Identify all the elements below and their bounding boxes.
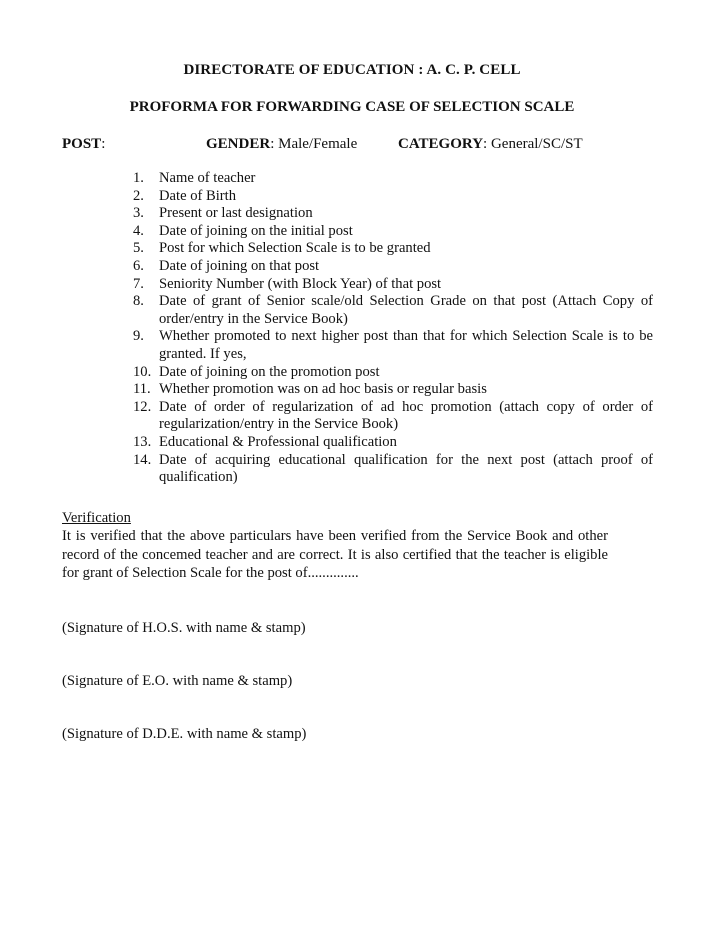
list-item: [133, 240, 653, 258]
category-label: CATEGORY: [398, 136, 484, 152]
category-field: [398, 136, 583, 153]
signature-dde: (Signature of D.D.E. with name & stamp): [62, 726, 307, 742]
document-subtitle: PROFORMA FOR FORWARDING CASE OF SELECTION SCALE: [129, 99, 575, 115]
item-number: 7.: [133, 275, 144, 292]
category-value: : General/SC/ST: [483, 136, 583, 152]
list-item: [133, 258, 653, 276]
item-text: Present or last designation: [159, 205, 313, 222]
post-separator: :: [101, 136, 106, 152]
post-field: [62, 136, 105, 153]
item-number: 8.: [133, 293, 144, 310]
item-number: 4.: [133, 222, 144, 239]
list-item: [133, 170, 653, 188]
item-number: 3.: [133, 205, 144, 222]
list-item: [133, 276, 653, 294]
verification-text: It is verified that the above particulars have been verified from the Service Book and other record of the concemed teacher and are correct. It is also certified that the teacher is eligible for grant of Selection Scale for the post of..............: [62, 528, 608, 581]
list-item: [133, 293, 653, 328]
gender-value: : Male/Female: [270, 136, 358, 152]
item-text: Date of joining on that post: [159, 257, 320, 274]
item-text: Educational & Professional qualification: [159, 433, 397, 450]
list-item: [133, 452, 653, 487]
gender-field: [206, 136, 357, 153]
item-text: Date of joining on the promotion post: [159, 363, 380, 380]
item-number: 14.: [133, 451, 152, 468]
item-number: 5.: [133, 240, 144, 257]
item-text: Seniority Number (with Block Year) of that post: [159, 275, 442, 292]
item-text: Whether promoted to next higher post than that for which Selection Scale is to be granted. If yes,: [159, 328, 653, 362]
item-number: 10.: [133, 363, 152, 380]
item-text: Whether promotion was on ad hoc basis or regular basis: [159, 381, 487, 398]
post-label: POST: [62, 136, 102, 152]
list-item: [133, 223, 653, 241]
list-item: [133, 399, 653, 434]
item-number: 6.: [133, 257, 144, 274]
item-text: Name of teacher: [159, 170, 256, 186]
item-number: 11.: [133, 381, 151, 398]
list-item: [133, 434, 653, 452]
signature-hos: (Signature of H.O.S. with name & stamp): [62, 620, 306, 636]
item-number: 12.: [133, 398, 152, 415]
item-number: 9.: [133, 328, 144, 345]
particulars-list: [133, 170, 653, 487]
item-text: Date of joining on the initial post: [159, 222, 353, 239]
item-number: 1.: [133, 170, 144, 186]
item-text: Date of grant of Senior scale/old Selection Grade on that post (Attach Copy of order/entry in the Service Book): [159, 293, 653, 327]
list-item: [133, 205, 653, 223]
document-title: DIRECTORATE OF EDUCATION : A. C. P. CELL: [183, 62, 521, 78]
gender-label: GENDER: [206, 136, 271, 152]
item-text: Date of order of regularization of ad hoc promotion (attach copy of order of regularization/entry in the Service Book): [159, 398, 653, 433]
item-number: 2.: [133, 187, 144, 204]
item-text: Date of acquiring educational qualification for the next post (attach proof of qualification): [159, 451, 653, 486]
item-text: Post for which Selection Scale is to be granted: [159, 240, 431, 257]
list-item: [133, 381, 653, 399]
verification-heading: Verification: [62, 510, 131, 526]
list-item: [133, 328, 653, 363]
item-text: Date of Birth: [159, 187, 237, 204]
list-item: [133, 364, 653, 382]
item-number: 13.: [133, 433, 152, 450]
list-item: [133, 188, 653, 206]
signature-eo: (Signature of E.O. with name & stamp): [62, 673, 293, 689]
